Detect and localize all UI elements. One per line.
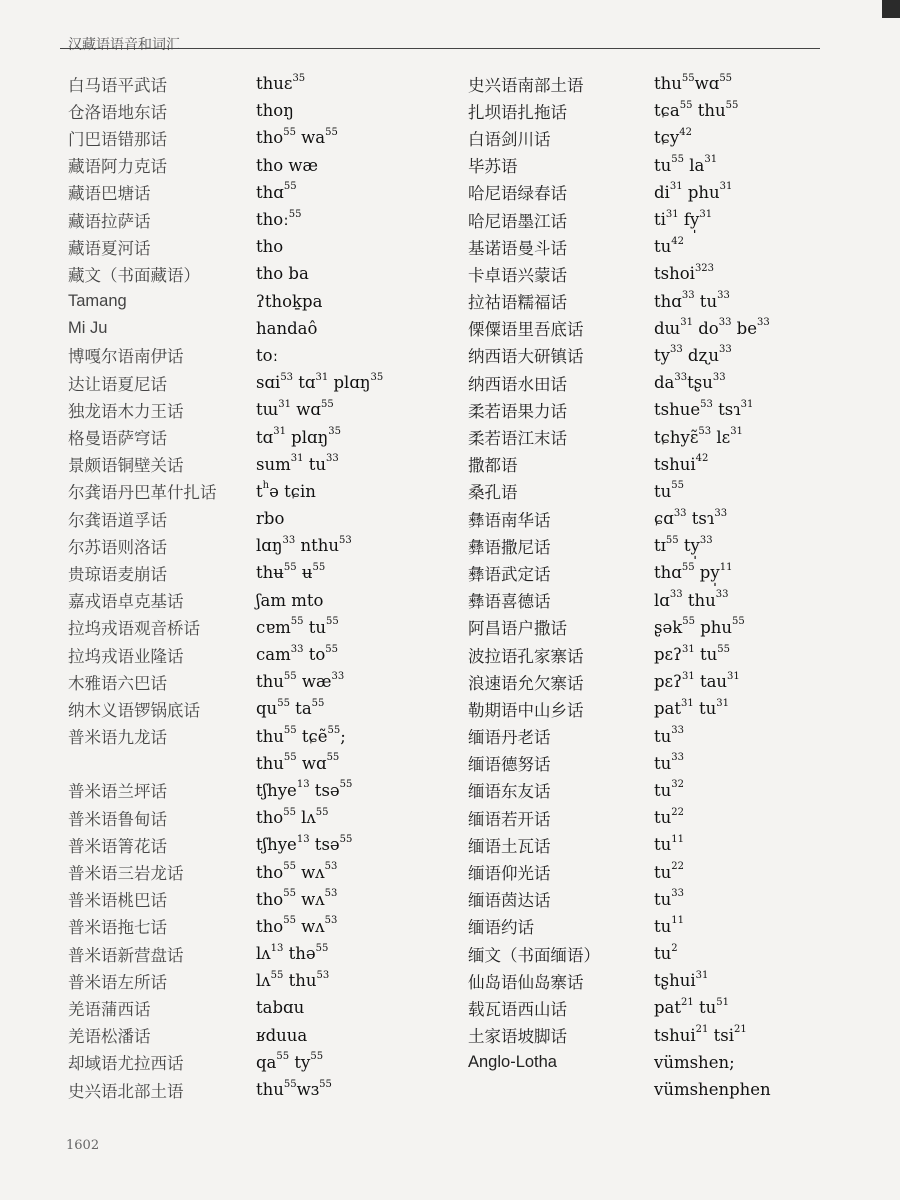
- word-form: $tu^{22}$: [654, 861, 684, 882]
- entry-row: [468, 831, 888, 858]
- language-name: 缅语约话: [468, 918, 534, 938]
- entry-row: [468, 451, 888, 478]
- word-form: ʃam mto: [256, 590, 324, 610]
- language-name: 尔苏语则洛话: [68, 537, 167, 557]
- entry-row: [68, 288, 468, 315]
- language-name: 缅语仰光话: [468, 864, 551, 884]
- language-name: 尔龚语道孚话: [68, 510, 167, 530]
- word-form: thu$^{55}$wɜ$^{55}$: [256, 1078, 332, 1100]
- entry-row: [468, 559, 888, 586]
- entry-row: [68, 396, 468, 423]
- language-name: 尔龚语丹巴革什扎话: [68, 483, 217, 503]
- word-form: dɯ$^{31}$ $do^{33}$ $be^{33}$: [654, 317, 770, 338]
- language-name: 扎坝语扎拖话: [468, 102, 567, 122]
- language-name: 羌语松潘话: [68, 1027, 151, 1047]
- entry-row: [68, 233, 468, 260]
- entry-row: [68, 587, 468, 614]
- entry-row: [68, 451, 468, 478]
- entry-row: [468, 777, 888, 804]
- entry-row: [468, 342, 888, 369]
- entry-row: [468, 804, 888, 831]
- entry-row: [68, 260, 468, 287]
- word-form: $tu^{32}$: [654, 779, 684, 800]
- word-form: tabɑu: [256, 998, 305, 1018]
- entry-row: [68, 723, 468, 750]
- language-name: 仓洛语地东话: [68, 102, 167, 122]
- entry-row: [468, 505, 888, 532]
- entry-row: [468, 587, 888, 614]
- language-name: 彝语武定话: [468, 564, 551, 584]
- language-name: 浪速语允欠寨话: [468, 673, 584, 693]
- language-name: 嘉戎语卓克基话: [68, 592, 184, 612]
- language-name: 彝语南华话: [468, 510, 551, 530]
- word-form: thoː$^{55}$: [256, 208, 302, 230]
- language-name: 拉祜语糯福话: [468, 293, 567, 313]
- word-form: pat$^{31}$ $tu^{31}$: [654, 697, 730, 719]
- page-number: 1602: [66, 1138, 100, 1153]
- entry-row: [68, 994, 468, 1021]
- language-name: 景颇语铜壁关话: [68, 456, 184, 476]
- language-name: 卡卓语兴蒙话: [468, 265, 567, 285]
- language-name: 普米语新营盘话: [68, 945, 184, 965]
- language-name: 哈尼语墨江话: [468, 211, 567, 231]
- word-form: tshui$^{21}$ tsi$^{21}$: [654, 1024, 747, 1045]
- language-name: 普米语拖七话: [68, 918, 167, 938]
- entry-row: [468, 124, 888, 151]
- word-form: tʂhui$^{31}$: [654, 969, 709, 991]
- entry-row: [68, 1049, 468, 1076]
- language-name: 缅语茵达话: [468, 891, 551, 911]
- entry-row: [68, 831, 468, 858]
- entry-row: [468, 695, 888, 722]
- page-corner-mark: [882, 0, 900, 18]
- language-name: 普米语箐花话: [68, 836, 167, 856]
- entry-row: [68, 369, 468, 396]
- entry-row: [468, 940, 888, 967]
- word-form: tʃhye$^{13}$ tsə$^{55}$: [256, 833, 353, 855]
- word-form: sɑi$^{53}$ tɑ$^{31}$ plɑŋ$^{35}$: [256, 371, 384, 393]
- entry-row: [468, 97, 888, 124]
- entry-row: [468, 858, 888, 885]
- word-form: tho ba: [256, 264, 309, 284]
- language-name: 羌语蒲西话: [68, 999, 151, 1019]
- entry-row: [468, 750, 888, 777]
- running-head: 汉藏语语音和词汇: [68, 37, 180, 53]
- word-form: tho wæ: [256, 155, 319, 175]
- language-name: 藏语夏河话: [68, 238, 151, 258]
- word-form: tɪ$^{55}$ ty̩$^{33}$: [654, 534, 713, 556]
- language-name: 门巴语错那话: [68, 129, 167, 149]
- entry-row: [68, 559, 468, 586]
- right-column: [468, 70, 888, 1103]
- entry-row: [68, 179, 468, 206]
- language-name: 勒期语中山乡话: [468, 700, 584, 720]
- language-name: 达让语夏尼话: [68, 374, 167, 394]
- word-form: thu$^{55}$ $wæ^{33}$: [256, 670, 345, 692]
- language-name: 藏语阿力克话: [68, 157, 167, 177]
- entry-row: [468, 179, 888, 206]
- language-name: 藏语拉萨话: [68, 211, 151, 231]
- word-form: cam$^{33}$ $to^{55}$: [256, 643, 339, 665]
- word-form: $tu^{33}$: [654, 888, 684, 909]
- entry-row: [468, 532, 888, 559]
- language-name: 缅语德努话: [468, 755, 551, 775]
- word-form: tɯ$^{31}$ wɑ$^{55}$: [256, 398, 334, 420]
- language-name: 普米语九龙话: [68, 728, 167, 748]
- language-name: 拉坞戎语业隆话: [68, 646, 184, 666]
- word-form: lʌ$^{55}$ thu$^{53}$: [256, 969, 330, 991]
- entry-row: [68, 777, 468, 804]
- left-column: [68, 70, 468, 1103]
- language-name: 木雅语六巴话: [68, 673, 167, 693]
- entry-row: [68, 804, 468, 831]
- entry-row: [68, 1022, 468, 1049]
- entry-row: [68, 641, 468, 668]
- language-name: 仙岛语仙岛寨话: [468, 972, 584, 992]
- word-form: thoŋ: [256, 101, 294, 121]
- entry-row: [468, 288, 888, 315]
- entry-row: [468, 886, 888, 913]
- language-name: 纳西语水田话: [468, 374, 567, 394]
- entry-row: [68, 152, 468, 179]
- word-form: tho$^{55}$ wʌ$^{53}$: [256, 888, 338, 909]
- language-name: 哈尼语绿春话: [468, 184, 567, 204]
- word-form: rbo: [256, 509, 285, 529]
- entry-row: [68, 97, 468, 124]
- entry-row: [468, 913, 888, 940]
- entry-row: [68, 913, 468, 940]
- entry-row: [68, 967, 468, 994]
- word-form: lʌ$^{13}$ thə$^{55}$: [256, 942, 329, 964]
- language-name: 缅语若开话: [468, 809, 551, 829]
- word-form: vümshenphen: [654, 1080, 771, 1100]
- language-name: 彝语撒尼话: [468, 537, 551, 557]
- entry-row: [468, 723, 888, 750]
- entry-row: [68, 858, 468, 885]
- language-name: 桑孔语: [468, 483, 518, 503]
- word-form: thɑ$^{55}$: [256, 181, 297, 202]
- word-form: thu$^{55}$wɑ$^{55}$: [654, 72, 733, 94]
- language-name: Anglo-Lotha: [468, 1052, 557, 1071]
- entry-row: [68, 750, 468, 777]
- language-name: 拉坞戎语观音桥话: [68, 619, 200, 639]
- word-form: tho$^{55}$ $wa^{55}$: [256, 126, 338, 148]
- language-name: 博嘎尔语南伊话: [68, 347, 184, 367]
- entry-row: [468, 233, 888, 260]
- entry-row: [468, 396, 888, 423]
- language-name: 毕苏语: [468, 157, 518, 177]
- word-form: $ti^{31}$ fy̩$^{31}$: [654, 208, 713, 230]
- word-form: $tu^2$: [654, 942, 678, 964]
- language-name: 缅语土瓦话: [468, 836, 551, 856]
- entry-row: [468, 1022, 888, 1049]
- entry-row: [468, 152, 888, 179]
- language-name: 撒都语: [468, 456, 518, 476]
- entry-row: [68, 124, 468, 151]
- word-form: thʉ$^{55}$ ʉ$^{55}$: [256, 561, 326, 583]
- entry-row: [68, 315, 468, 342]
- word-form: tʃhye$^{13}$ tsə$^{55}$: [256, 779, 353, 800]
- word-form: $da^{33}tʂu^{33}$: [654, 371, 726, 393]
- entry-row: [468, 1076, 888, 1103]
- entry-row: [68, 423, 468, 450]
- entry-row: [68, 668, 468, 695]
- word-form: tɕhyɛ̃$^{53}$ lɛ$^{31}$: [654, 426, 743, 447]
- word-form: $qu^{55}$ $ta^{55}$: [256, 697, 325, 719]
- word-form: ʂək$^{55}$ phu$^{55}$: [654, 616, 745, 637]
- language-name: 格曼语萨穹话: [68, 429, 167, 449]
- language-name: Mi Ju: [68, 318, 108, 337]
- entry-row: [68, 940, 468, 967]
- entry-row: [468, 70, 888, 97]
- word-form: $tu^{42}$: [654, 235, 684, 257]
- language-name: 普米语鲁甸话: [68, 809, 167, 829]
- language-name: 纳西语大研镇话: [468, 347, 584, 367]
- word-form: tshui$^{42}$: [654, 453, 709, 474]
- language-name: 阿昌语户撒话: [468, 619, 567, 639]
- language-name: 柔若语果力话: [468, 401, 567, 421]
- word-form: thuɛ$^{35}$: [256, 72, 306, 94]
- language-name: 白马语平武话: [68, 75, 167, 95]
- language-name: 缅语东友话: [468, 782, 551, 802]
- language-name: 普米语桃巴话: [68, 891, 167, 911]
- language-name: 傈僳语里吾底话: [468, 320, 584, 340]
- language-name: 缅语丹老话: [468, 728, 551, 748]
- language-name: 普米语左所话: [68, 972, 167, 992]
- word-form: tho: [256, 237, 284, 257]
- language-name: 波拉语孔家寨话: [468, 646, 584, 666]
- word-form: tshue$^{53}$ tsɿ$^{31}$: [654, 398, 754, 420]
- entry-row: [468, 478, 888, 505]
- entry-row: [468, 641, 888, 668]
- entry-row: [68, 614, 468, 641]
- entry-row: [68, 695, 468, 722]
- word-form: pat$^{21}$ $tu^{51}$: [654, 996, 730, 1018]
- word-form: $tu^{22}$: [654, 806, 684, 828]
- word-form: $di^{31}$ phu$^{31}$: [654, 181, 733, 202]
- entry-row: [468, 668, 888, 695]
- language-name: 土家语坡脚话: [468, 1027, 567, 1047]
- word-form: $tu^{11}$: [654, 833, 684, 855]
- word-form: thu$^{55}$ tɕẽ$^{55}$;: [256, 725, 346, 746]
- entry-row: [68, 342, 468, 369]
- entry-row: [68, 505, 468, 532]
- word-form: pɛʔ$^{31}$ $tu^{55}$: [654, 643, 730, 665]
- entry-row: [468, 994, 888, 1021]
- word-form: tɕy$^{42}$: [654, 126, 692, 148]
- word-form: tshoi$^{323}$: [654, 262, 715, 284]
- word-form: ʁduua: [256, 1025, 308, 1045]
- language-name: 缅文（书面缅语）: [468, 945, 600, 965]
- entry-row: [468, 614, 888, 641]
- word-form: tho$^{55}$ wʌ$^{53}$: [256, 915, 338, 936]
- word-form: ɕɑ$^{33}$ tsɿ$^{33}$: [654, 507, 728, 529]
- language-name: 普米语兰坪话: [68, 782, 167, 802]
- word-form: tɕa$^{55}$ thu$^{55}$: [654, 99, 739, 121]
- word-form: tho$^{55}$ lʌ$^{55}$: [256, 806, 329, 828]
- language-name: 彝语喜德话: [468, 592, 551, 612]
- word-form: tɑ$^{31}$ plɑŋ$^{35}$: [256, 426, 341, 447]
- language-name: 藏文（书面藏语）: [68, 265, 200, 285]
- word-form: thu$^{55}$ wɑ$^{55}$: [256, 752, 340, 773]
- word-form: pɛʔ$^{31}$ tau$^{31}$: [654, 670, 740, 692]
- language-name: Tamang: [68, 291, 127, 310]
- word-form: ʔthoḵpa: [256, 291, 323, 311]
- word-form: $qa^{55}$ $ty^{55}$: [256, 1051, 324, 1072]
- language-name: 纳木义语锣锅底话: [68, 700, 200, 720]
- word-form: $ty^{33}$ dʐu$^{33}$: [654, 344, 732, 365]
- word-form: $tu^{55}$ $la^{31}$: [654, 154, 718, 175]
- language-name: 却域语尤拉西话: [68, 1054, 184, 1074]
- word-form: $tu^{33}$: [654, 752, 684, 773]
- entry-row: [468, 1049, 888, 1076]
- entry-row: [68, 532, 468, 559]
- word-form: thɑ$^{55}$ py̩$^{11}$: [654, 561, 733, 583]
- word-form: cɐm$^{55}$ $tu^{55}$: [256, 616, 339, 637]
- language-name: 白语剑川话: [468, 129, 551, 149]
- word-form: $t^hə$ tɕin: [256, 480, 316, 501]
- word-form: lɑ$^{33}$ thu$^{33}$: [654, 589, 729, 610]
- entry-row: [68, 70, 468, 97]
- language-name: 载瓦语西山话: [468, 999, 567, 1019]
- word-form: thɑ$^{33}$ $tu^{33}$: [654, 290, 730, 311]
- word-form: $tu^{11}$: [654, 915, 684, 936]
- language-name: 史兴语北部土语: [68, 1081, 184, 1101]
- language-name: 藏语巴塘话: [68, 184, 151, 204]
- entry-row: [68, 1076, 468, 1103]
- word-form: sum$^{31}$ $tu^{33}$: [256, 453, 339, 474]
- word-form: lɑŋ$^{33}$ nthu$^{53}$: [256, 534, 352, 556]
- word-form: tho$^{55}$ wʌ$^{53}$: [256, 861, 338, 882]
- entry-row: [468, 206, 888, 233]
- language-name: 独龙语木力王话: [68, 401, 184, 421]
- language-name: 基诺语曼斗话: [468, 238, 567, 258]
- language-name: 贵琼语麦崩话: [68, 564, 167, 584]
- entry-row: [468, 967, 888, 994]
- language-name: 史兴语南部土语: [468, 75, 584, 95]
- language-name: 普米语三岩龙话: [68, 864, 184, 884]
- entry-row: [468, 260, 888, 287]
- word-form: handaô: [256, 318, 318, 338]
- entry-row: [68, 886, 468, 913]
- entry-row: [68, 478, 468, 505]
- header-rule: [60, 48, 820, 49]
- word-form: toː: [256, 345, 279, 365]
- word-form: vümshen;: [654, 1052, 735, 1072]
- entry-row: [468, 423, 888, 450]
- language-name: 柔若语江末话: [468, 429, 567, 449]
- word-form: $tu^{55}$: [654, 480, 684, 501]
- entry-row: [468, 369, 888, 396]
- entry-row: [468, 315, 888, 342]
- entry-row: [68, 206, 468, 233]
- word-form: $tu^{33}$: [654, 725, 684, 746]
